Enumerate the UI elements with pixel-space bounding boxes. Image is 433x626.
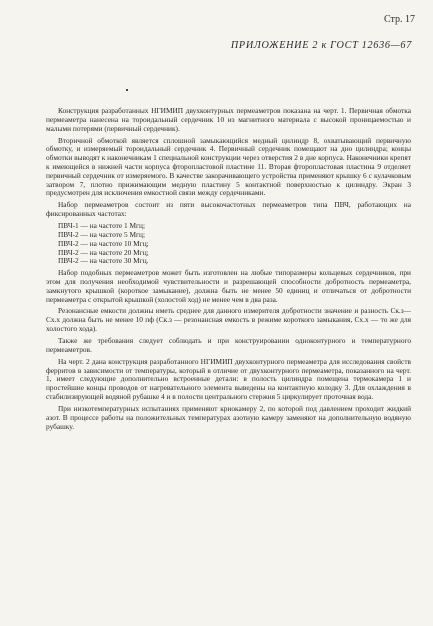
- list-item: ПВЧ-2 — на частоте 10 Мгц;: [58, 238, 149, 248]
- list-item: ПВЧ-2 — на частоте 5 Мгц;: [58, 229, 145, 239]
- paragraph: Набор подобных пермеаметров может быть изготовлен на любые типоразмеры кольцевых сердечников, при этом для получения необходимой чувствительности и разрешающей способности добротность пермеаметра, замкнутого крышкой (короткое замыкание), должна быть не менее 50 единиц и отличаться от добротности пермеаметра с открытой крышкой (холостой ход) не менее чем в два раза.: [46, 268, 411, 304]
- body-text: [46, 107, 411, 435]
- paragraph: Вторичной обмоткой является сплошной замыкающийся медный цилиндр 8, охватывающий первичную обмотку, и измеряемый тороидальный сердечник 4. Первичный сердечник помещают на дно цилиндра; концы обмотки выводят к наконечникам 1 специальной конструкции через отверстия 2 в дне корпуса. Наконечники крепят к имеющейся в нижней части корпуса фторопластовой пластине 11. Вторая фторопластовая пластина 9 отделяет первичный сердечник от измеряемого. В качестве закорачивающего устройства применяют крышку 6 с кулачковым затвором 7, плотно прижимающим медную пластину 5 контактной поверхностью к цилиндру. Экран 3 предусмотрен для исключения емкостной связи между сердечниками.: [46, 135, 411, 198]
- list-item: ПВЧ-2 — на частоте 30 Мгц.: [58, 256, 149, 266]
- paragraph: На черт. 2 дана конструкция разработанного НГИМИП двухконтурного пермеаметра для исследования свойств ферритов в зависимости от температуры, который в отличие от двухконтурного пермеаметра, показанного на черт. 1, имеет следующие дополнительно встроенные детали: в полость цилиндра помещена термокамера 1 и простейшие концы проводов от нагревательного элемента выведены на контактную колодку 3. Для охлаждения в стабилизирующей водяной рубашке 4 и в полости центрального стержня 5 циркулирует проточная вода.: [46, 356, 411, 402]
- paragraph: Также же требования следует соблюдать и при конструировании однoконтурного и температурного пермеаметров.: [46, 336, 411, 354]
- appendix-title: ПРИЛОЖЕНИЕ 2 к ГОСТ 12636—67: [230, 40, 412, 51]
- frequency-list: [46, 222, 411, 266]
- list-item: ПВЧ-1 — на частоте 1 Мгц;: [58, 221, 145, 231]
- page-number: Стр. 17: [383, 14, 415, 25]
- paragraph: Резонансные емкости должны иметь среднее для данного измерителя добротности значение и разность Cк.з—Cх.х должна быть не менее 10 пф (Cк.з — резонансная емкость в режиме короткого замыкания, Cх.х — то же для холостого хода).: [46, 306, 411, 334]
- paragraph: Набор пермеаметров состоит из пяти высокочастотных пермеаметров типа ПВЧ, работающих на фиксированных частотах:: [46, 200, 411, 219]
- list-item: ПВЧ-2 — на частоте 20 Мгц;: [58, 247, 149, 257]
- paragraph: При низкотемпературных испытаниях применяют криокамеру 2, по которой под давлением проходит жидкий азот. В процессе работы на положительных температурах азотную камеру заменяют на дополнительную водяную рубашку.: [46, 404, 411, 431]
- print-speck: [126, 89, 128, 91]
- paragraph: Конструкция разработанных НГИМИП двухконтурных пермеаметров показана на черт. 1. Первичная обмотка пермеаметра нанесена на тороидальный сердечник 10 из магнитного материала с высокой проницаемостью и малыми потерями (первичный сердечник).: [46, 106, 411, 133]
